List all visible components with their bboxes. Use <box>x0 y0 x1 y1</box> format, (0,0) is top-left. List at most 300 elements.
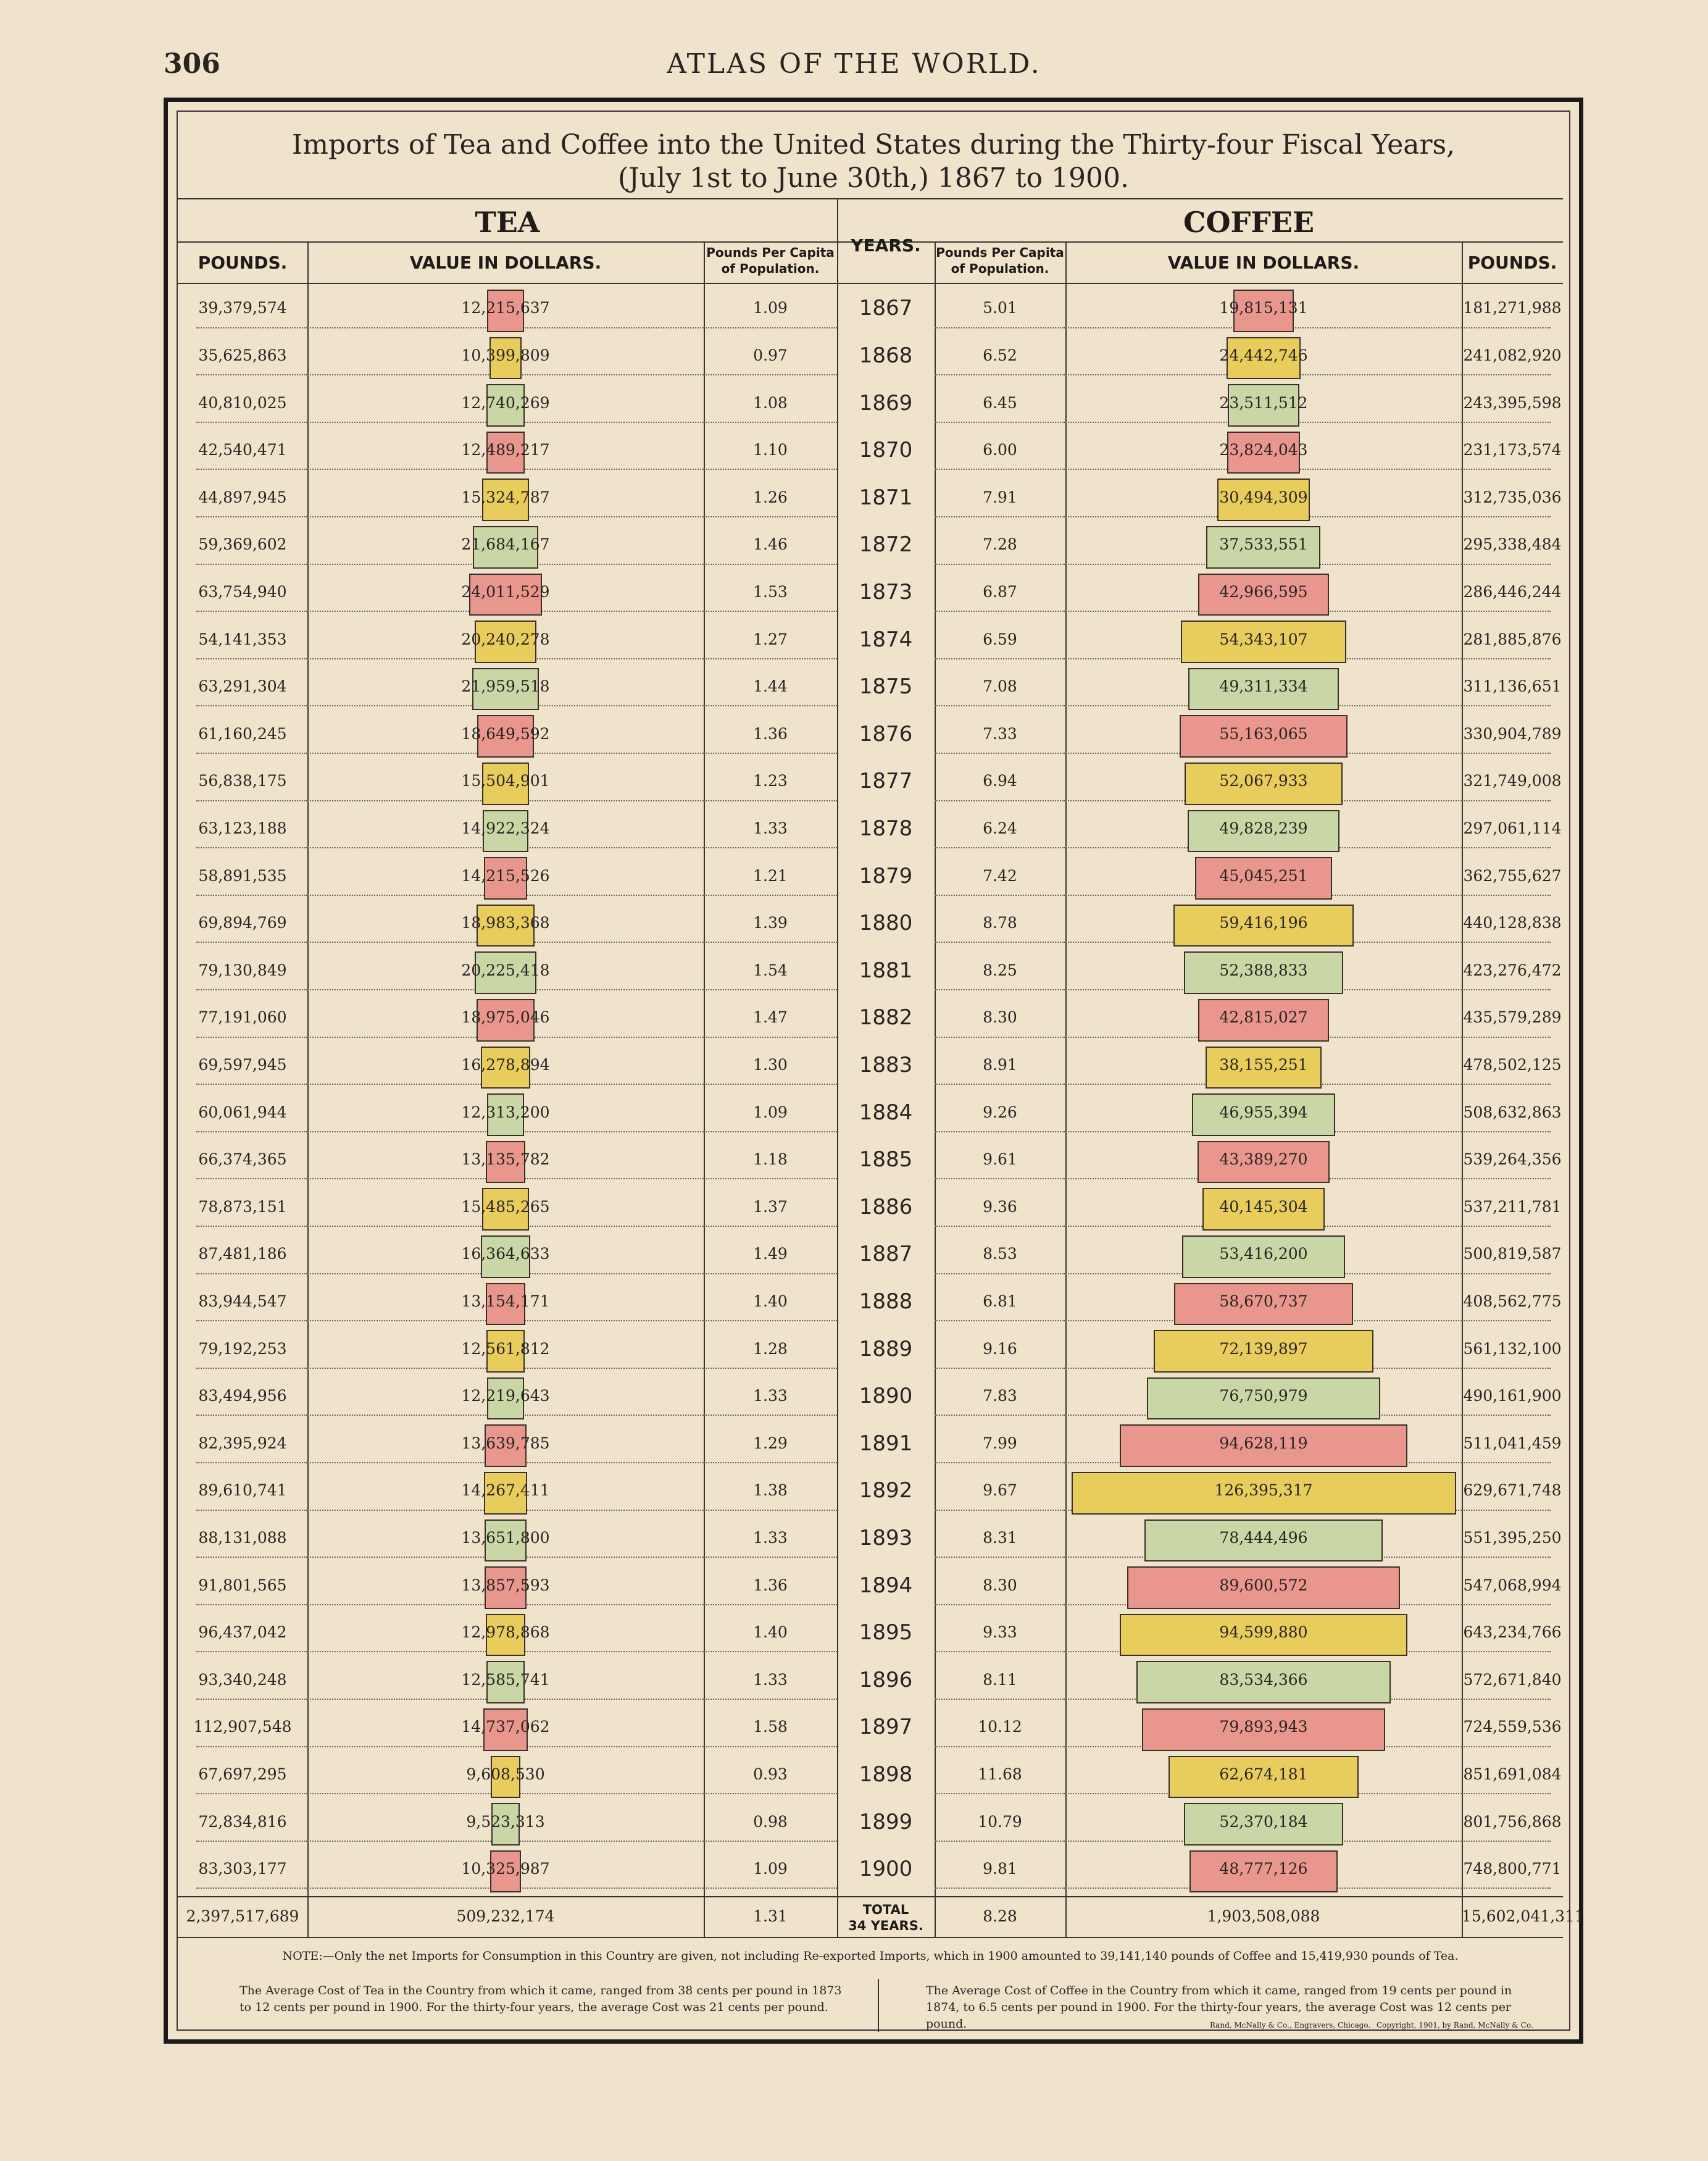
tea-value-label: 20,240,278 <box>461 630 550 648</box>
tea-per-capita-cell: 1.28 <box>753 1339 788 1358</box>
tea-per-capita-cell: 1.09 <box>753 299 788 317</box>
coffee-pounds-cell: 561,132,100 <box>1463 1339 1562 1358</box>
row-leader <box>196 1699 307 1700</box>
tea-pounds-cell: 82,395,924 <box>198 1434 287 1452</box>
coffee-per-capita-cell: 6.81 <box>983 1292 1017 1310</box>
row-leader <box>1462 1746 1551 1747</box>
tea-value-label: 18,649,592 <box>461 724 550 743</box>
row-leader <box>704 705 837 706</box>
coffee-value-label: 62,674,181 <box>1219 1765 1308 1783</box>
note-tea-cost: The Average Cost of Tea in the Country from which it came, ranged from 38 cents per pound in 1873 to 12 cents per pound in 1900. For the thirty-four years, the average Cost was 21 cents per pound. <box>240 1984 842 2015</box>
coffee-pounds-cell: 312,735,036 <box>1463 488 1562 506</box>
year-cell: 1871 <box>859 485 913 510</box>
coffee-total-value: 1,903,508,088 <box>1207 1907 1320 1926</box>
tea-total-value: 509,232,174 <box>456 1907 555 1926</box>
tea-pounds-cell: 88,131,088 <box>198 1528 287 1547</box>
tea-pounds-cell: 72,834,816 <box>198 1812 287 1831</box>
tea-per-capita-cell: 1.44 <box>753 677 788 696</box>
row-leader <box>196 1510 307 1511</box>
tea-per-capita-cell: 1.10 <box>753 441 788 459</box>
tea-pounds-cell: 35,625,863 <box>198 346 287 364</box>
row-leader <box>1462 1037 1551 1038</box>
row-leader <box>704 800 837 801</box>
coffee-per-capita-cell: 9.36 <box>983 1197 1017 1216</box>
row-leader <box>704 1037 837 1038</box>
row-leader <box>935 1037 1065 1038</box>
row-leader <box>704 611 837 612</box>
coffee-value-label: 52,370,184 <box>1219 1812 1308 1831</box>
row-leader <box>935 1131 1065 1132</box>
year-cell: 1868 <box>859 343 913 368</box>
coffee-per-capita-cell: 9.67 <box>983 1481 1017 1500</box>
row-leader <box>1462 1084 1551 1085</box>
coffee-per-capita-cell: 8.30 <box>983 1008 1017 1027</box>
tea-value-label: 10,399,809 <box>461 346 550 364</box>
coffee-per-capita-cell: 8.31 <box>983 1528 1017 1547</box>
tea-pounds-cell: 56,838,175 <box>198 772 287 790</box>
tea-pounds-cell: 89,610,741 <box>198 1481 287 1500</box>
row-leader <box>704 516 837 517</box>
coffee-pounds-cell: 435,579,289 <box>1463 1008 1562 1027</box>
coffee-pounds-cell: 643,234,766 <box>1463 1623 1562 1642</box>
tea-pounds-cell: 44,897,945 <box>198 488 287 506</box>
coffee-per-capita-cell: 8.53 <box>983 1245 1017 1263</box>
tea-value-label: 12,215,637 <box>461 299 550 317</box>
coffee-per-capita-cell: 7.83 <box>983 1387 1017 1405</box>
row-leader <box>1462 1178 1551 1179</box>
tea-pounds-cell: 63,754,940 <box>198 582 287 601</box>
row-leader <box>935 1415 1065 1416</box>
row-leader <box>1462 1793 1551 1794</box>
row-leader <box>1462 1887 1551 1889</box>
tea-value-label: 16,364,633 <box>461 1245 550 1263</box>
row-leader <box>1462 1841 1551 1842</box>
row-leader <box>196 1273 307 1274</box>
coffee-per-capita-cell: 5.01 <box>983 299 1017 317</box>
year-cell: 1883 <box>859 1052 913 1077</box>
row-leader <box>935 1178 1065 1179</box>
coffee-per-capita-cell: 9.33 <box>983 1623 1017 1642</box>
year-cell: 1867 <box>859 296 913 321</box>
year-cell: 1873 <box>859 579 913 604</box>
coffee-value-label: 38,155,251 <box>1219 1055 1308 1074</box>
tea-per-capita-cell: 0.97 <box>753 346 788 364</box>
tea-value-label: 12,561,812 <box>461 1339 550 1358</box>
coffee-total-pounds: 15,602,041,311 <box>1462 1907 1585 1926</box>
coffee-value-label: 45,045,251 <box>1219 866 1308 885</box>
tea-value-label: 13,135,782 <box>461 1150 550 1169</box>
year-cell: 1878 <box>859 816 913 841</box>
tea-value-label: 24,011,529 <box>461 582 550 601</box>
tea-per-capita-cell: 1.58 <box>753 1718 788 1736</box>
tea-value-label: 14,922,324 <box>461 819 550 837</box>
tea-value-label: 9,608,530 <box>466 1765 545 1783</box>
tea-value-label: 12,313,200 <box>461 1103 550 1121</box>
row-leader <box>704 1273 837 1274</box>
engraver-credit: Rand, McNally & Co., Engravers, Chicago. <box>1210 2021 1371 2030</box>
total-label-1: TOTAL <box>862 1902 909 1918</box>
table-rule <box>178 283 1563 284</box>
coffee-value-label: 94,599,880 <box>1219 1623 1308 1642</box>
coffee-per-capita-cell: 8.30 <box>983 1576 1017 1594</box>
row-leader <box>935 1462 1065 1463</box>
row-leader <box>1462 422 1551 423</box>
row-leader <box>935 422 1065 423</box>
row-leader <box>196 800 307 801</box>
coffee-per-capita-cell: 8.91 <box>983 1055 1017 1074</box>
tea-pounds-cell: 93,340,248 <box>198 1670 287 1689</box>
year-cell: 1880 <box>859 911 913 936</box>
row-leader <box>935 1084 1065 1085</box>
row-leader <box>704 658 837 659</box>
row-leader <box>704 469 837 470</box>
row-leader <box>196 469 307 470</box>
row-leader <box>935 1510 1065 1511</box>
tea-value-label: 18,983,368 <box>461 914 550 932</box>
tea-per-capita-cell: 1.33 <box>753 819 788 837</box>
chart-inner <box>177 111 1585 2031</box>
coffee-pounds-cell: 547,068,994 <box>1463 1576 1562 1594</box>
row-leader <box>196 374 307 375</box>
row-leader <box>1462 1368 1551 1369</box>
coffee-value-label: 53,416,200 <box>1219 1245 1308 1263</box>
coffee-value-label: 23,511,512 <box>1219 393 1308 412</box>
tea-value-label: 10,325,987 <box>461 1860 550 1878</box>
year-cell: 1897 <box>859 1715 913 1740</box>
row-leader <box>196 1604 307 1605</box>
row-leader <box>1462 1699 1551 1700</box>
table-rule <box>178 1896 1563 1897</box>
row-leader <box>704 1557 837 1558</box>
row-leader <box>196 1368 307 1369</box>
tea-value-label: 18,975,046 <box>461 1008 550 1027</box>
chart-title-line-1: Imports of Tea and Coffee into the United States during the Thirty-four Fiscal Years, <box>291 129 1456 161</box>
chart-title-line-2: (July 1st to June 30th,) 1867 to 1900. <box>617 162 1130 194</box>
tea-per-capita-cell: 1.54 <box>753 961 788 979</box>
tea-value-label: 15,485,265 <box>461 1197 550 1216</box>
row-leader <box>1462 753 1551 754</box>
row-leader <box>1462 800 1551 801</box>
coffee-pounds-cell: 511,041,459 <box>1463 1434 1562 1452</box>
coffee-per-capita-cell: 6.59 <box>983 630 1017 648</box>
coffee-pounds-cell: 539,264,356 <box>1463 1150 1562 1169</box>
coffee-per-capita-cell: 9.81 <box>983 1860 1017 1878</box>
tea-value-label: 12,489,217 <box>461 441 550 459</box>
tea-per-capita-cell: 1.29 <box>753 1434 788 1452</box>
coffee-pounds-cell: 286,446,244 <box>1463 582 1562 601</box>
coffee-per-capita-cell: 7.91 <box>983 488 1017 506</box>
year-cell: 1882 <box>859 1005 913 1030</box>
coffee-per-capita-cell: 9.16 <box>983 1339 1017 1358</box>
coffee-pounds-cell: 851,691,084 <box>1463 1765 1562 1783</box>
year-cell: 1874 <box>859 627 913 652</box>
tea-pounds-cell: 83,303,177 <box>198 1860 287 1878</box>
row-leader <box>196 1226 307 1227</box>
row-leader <box>196 658 307 659</box>
tea-per-capita-cell: 1.21 <box>753 866 788 885</box>
tea-pounds-cell: 79,192,253 <box>198 1339 287 1358</box>
tea-pounds-cell: 67,697,295 <box>198 1765 287 1783</box>
coffee-pounds-cell: 724,559,536 <box>1463 1718 1562 1736</box>
tea-heading: TEA <box>475 206 540 239</box>
row-leader <box>935 989 1065 990</box>
tea-per-capita-cell: 1.49 <box>753 1245 788 1263</box>
coffee-value-label: 54,343,107 <box>1219 630 1308 648</box>
coffee-per-capita-cell: 9.61 <box>983 1150 1017 1169</box>
row-leader <box>1462 1557 1551 1558</box>
page-number: 306 <box>164 48 220 80</box>
row-leader <box>935 705 1065 706</box>
year-cell: 1875 <box>859 674 913 700</box>
tea-value-label: 15,324,787 <box>461 488 550 506</box>
row-leader <box>935 847 1065 848</box>
row-leader <box>1462 1415 1551 1416</box>
row-leader <box>1462 1604 1551 1605</box>
coffee-per-capita-cell: 11.68 <box>978 1765 1022 1783</box>
tea-per-capita-cell: 1.53 <box>753 582 788 601</box>
tea-pounds-cell: 79,130,849 <box>198 961 287 979</box>
coffee-value-label: 76,750,979 <box>1219 1387 1308 1405</box>
row-leader <box>196 989 307 990</box>
row-leader <box>1462 658 1551 659</box>
row-leader <box>196 753 307 754</box>
coffee-per-capita-cell: 8.78 <box>983 914 1017 932</box>
coffee-per-capita-cell: 6.94 <box>983 772 1017 790</box>
coffee-value-label: 37,533,551 <box>1219 535 1308 554</box>
coffee-pounds-cell: 748,800,771 <box>1463 1860 1562 1878</box>
tea-per-capita-cell: 1.30 <box>753 1055 788 1074</box>
coffee-per-capita-cell: 6.00 <box>983 441 1017 459</box>
coffee-pounds-cell: 490,161,900 <box>1463 1387 1562 1405</box>
tea-per-capita-cell: 1.33 <box>753 1670 788 1689</box>
coffee-pounds-cell: 440,128,838 <box>1463 914 1562 932</box>
row-leader <box>1462 611 1551 612</box>
coffee-pounds-cell: 551,395,250 <box>1463 1528 1562 1547</box>
tea-pounds-cell: 40,810,025 <box>198 393 287 412</box>
row-leader <box>704 1841 837 1842</box>
row-leader <box>704 1320 837 1321</box>
row-leader <box>935 1557 1065 1558</box>
tea-per-capita-cell: 1.26 <box>753 488 788 506</box>
tea-pounds-cell: 69,894,769 <box>198 914 287 932</box>
year-cell: 1890 <box>859 1384 913 1409</box>
tea-pounds-cell: 112,907,548 <box>193 1718 292 1736</box>
tea-value-label: 13,639,785 <box>461 1434 550 1452</box>
coffee-pounds-cell: 478,502,125 <box>1463 1055 1562 1074</box>
row-leader <box>1462 1320 1551 1321</box>
row-leader <box>1462 516 1551 517</box>
coffee-pounds-cell: 181,271,988 <box>1463 299 1562 317</box>
tea-value-label: 21,959,518 <box>461 677 550 696</box>
row-leader <box>935 1746 1065 1747</box>
row-leader <box>704 374 837 375</box>
table-rule <box>178 1937 1563 1938</box>
row-leader <box>196 1793 307 1794</box>
tea-pounds-cell: 69,597,945 <box>198 1055 287 1074</box>
coffee-value-label: 23,824,043 <box>1219 441 1308 459</box>
coffee-pounds-cell: 243,395,598 <box>1463 393 1562 412</box>
tea-value-label: 13,154,171 <box>461 1292 550 1310</box>
coffee-pounds-cell: 537,211,781 <box>1463 1197 1562 1216</box>
tea-per-capita-cell: 1.08 <box>753 393 788 412</box>
row-leader <box>704 1368 837 1369</box>
tea-pounds-cell: 42,540,471 <box>198 441 287 459</box>
coffee-value-label: 42,966,595 <box>1219 582 1308 601</box>
year-cell: 1885 <box>859 1147 913 1172</box>
tea-value-label: 12,219,643 <box>461 1387 550 1405</box>
coffee-per-capita-cell: 10.79 <box>978 1812 1022 1831</box>
tea-per-capita-heading-1: Pounds Per Capita <box>706 245 835 260</box>
tea-per-capita-cell: 1.18 <box>753 1150 788 1169</box>
tea-value-heading: VALUE IN DOLLARS. <box>409 253 602 273</box>
row-leader <box>1462 564 1551 565</box>
coffee-value-label: 79,893,943 <box>1219 1718 1308 1736</box>
row-leader <box>704 847 837 848</box>
tea-per-capita-cell: 0.98 <box>753 1812 788 1831</box>
tea-value-label: 13,857,593 <box>461 1576 550 1594</box>
coffee-value-label: 59,416,196 <box>1219 914 1308 932</box>
atlas-title: ATLAS OF THE WORLD. <box>667 48 1041 80</box>
row-leader <box>704 942 837 943</box>
row-leader <box>1462 1273 1551 1274</box>
tea-value-label: 13,651,800 <box>461 1528 550 1547</box>
row-leader <box>704 1793 837 1794</box>
years-heading: YEARS. <box>851 235 921 256</box>
year-cell: 1872 <box>859 532 913 558</box>
year-cell: 1879 <box>859 863 913 888</box>
row-leader <box>196 1320 307 1321</box>
row-leader <box>196 895 307 896</box>
row-leader <box>935 1699 1065 1700</box>
row-leader <box>1462 374 1551 375</box>
tea-pounds-cell: 39,379,574 <box>198 299 287 317</box>
tea-pounds-cell: 61,160,245 <box>198 724 287 743</box>
row-leader <box>704 1746 837 1747</box>
tea-pounds-cell: 63,291,304 <box>198 677 287 696</box>
tea-pounds-cell: 78,873,151 <box>198 1197 287 1216</box>
row-leader <box>196 611 307 612</box>
year-cell: 1895 <box>859 1620 913 1645</box>
coffee-per-capita-cell: 7.42 <box>983 866 1017 885</box>
coffee-value-label: 19,815,131 <box>1219 299 1308 317</box>
row-leader <box>196 847 307 848</box>
year-cell: 1893 <box>859 1525 913 1550</box>
coffee-per-capita-cell: 9.26 <box>983 1103 1017 1121</box>
chart-frame <box>164 98 1583 2044</box>
coffee-value-label: 49,828,239 <box>1219 819 1308 837</box>
coffee-pounds-cell: 362,755,627 <box>1463 866 1562 885</box>
row-leader <box>935 374 1065 375</box>
tea-value-label: 16,278,894 <box>461 1055 550 1074</box>
row-leader <box>704 422 837 423</box>
row-leader <box>935 895 1065 896</box>
row-leader <box>196 516 307 517</box>
row-leader <box>196 1887 307 1889</box>
row-leader <box>935 1841 1065 1842</box>
coffee-per-capita-cell: 10.12 <box>978 1718 1022 1736</box>
row-leader <box>196 1415 307 1416</box>
year-cell: 1884 <box>859 1100 913 1125</box>
row-leader <box>1462 1651 1551 1652</box>
tea-value-label: 12,585,741 <box>461 1670 550 1689</box>
coffee-pounds-cell: 629,671,748 <box>1463 1481 1562 1500</box>
tea-value-label: 21,684,167 <box>461 535 550 554</box>
row-leader <box>704 1651 837 1652</box>
year-cell: 1896 <box>859 1667 913 1692</box>
row-leader <box>935 1320 1065 1321</box>
year-cell: 1881 <box>859 958 913 983</box>
row-leader <box>704 1510 837 1511</box>
row-leader <box>704 1084 837 1085</box>
year-cell: 1900 <box>859 1857 913 1882</box>
coffee-pounds-cell: 330,904,789 <box>1463 724 1562 743</box>
year-cell: 1886 <box>859 1194 913 1219</box>
coffee-pounds-cell: 572,671,840 <box>1463 1670 1562 1689</box>
coffee-value-label: 49,311,334 <box>1219 677 1308 696</box>
note-main: NOTE:—Only the net Imports for Consumption in this Country are given, not including Re-exported Imports, which in 1900 amounted to 39,141,140 pounds of Coffee and 15,419,930 pounds of Tea. <box>282 1949 1459 1963</box>
coffee-pounds-cell: 801,756,868 <box>1463 1812 1562 1831</box>
year-cell: 1892 <box>859 1478 913 1503</box>
coffee-value-label: 42,815,027 <box>1219 1008 1308 1027</box>
year-cell: 1870 <box>859 438 913 463</box>
year-cell: 1869 <box>859 390 913 416</box>
tea-per-capita-cell: 1.40 <box>753 1623 788 1642</box>
tea-per-capita-cell: 1.23 <box>753 772 788 790</box>
tea-per-capita-cell: 1.47 <box>753 1008 788 1027</box>
coffee-pounds-cell: 297,061,114 <box>1463 819 1562 837</box>
tea-value-label: 14,215,526 <box>461 866 550 885</box>
row-leader <box>1462 895 1551 896</box>
row-leader <box>704 1131 837 1132</box>
coffee-pounds-cell: 231,173,574 <box>1463 441 1562 459</box>
tea-value-label: 14,267,411 <box>461 1481 550 1500</box>
coffee-per-capita-cell: 7.99 <box>983 1434 1017 1452</box>
coffee-per-capita-heading-1: Pounds Per Capita <box>936 245 1064 260</box>
row-leader <box>704 753 837 754</box>
row-leader <box>704 989 837 990</box>
tea-pounds-cell: 91,801,565 <box>198 1576 287 1594</box>
coffee-value-label: 72,139,897 <box>1219 1339 1308 1358</box>
tea-pounds-cell: 87,481,186 <box>198 1245 287 1263</box>
tea-value-label: 9,523,313 <box>466 1812 545 1831</box>
tea-per-capita-cell: 1.33 <box>753 1387 788 1405</box>
row-leader <box>1462 847 1551 848</box>
year-cell: 1891 <box>859 1431 913 1456</box>
coffee-per-capita-cell: 8.25 <box>983 961 1017 979</box>
row-leader <box>1462 705 1551 706</box>
tea-pounds-cell: 83,494,956 <box>198 1387 287 1405</box>
coffee-value-label: 48,777,126 <box>1219 1860 1308 1878</box>
row-leader <box>196 1557 307 1558</box>
copyright-credit: Copyright, 1901, by Rand, McNally & Co. <box>1377 2021 1533 2030</box>
row-leader <box>704 1226 837 1227</box>
row-leader <box>704 1415 837 1416</box>
coffee-pounds-heading: POUNDS. <box>1467 253 1557 273</box>
tea-pounds-heading: POUNDS. <box>198 253 288 273</box>
row-leader <box>935 564 1065 565</box>
coffee-value-heading: VALUE IN DOLLARS. <box>1167 253 1360 273</box>
row-leader <box>1462 1131 1551 1132</box>
coffee-pounds-cell: 500,819,587 <box>1463 1245 1562 1263</box>
row-leader <box>196 1841 307 1842</box>
row-leader <box>1462 989 1551 990</box>
coffee-per-capita-heading-2: of Population. <box>951 261 1049 276</box>
year-cell: 1888 <box>859 1289 913 1314</box>
row-leader <box>935 800 1065 801</box>
row-leader <box>935 1887 1065 1889</box>
coffee-heading: COFFEE <box>1183 206 1315 239</box>
tea-per-capita-cell: 1.27 <box>753 630 788 648</box>
